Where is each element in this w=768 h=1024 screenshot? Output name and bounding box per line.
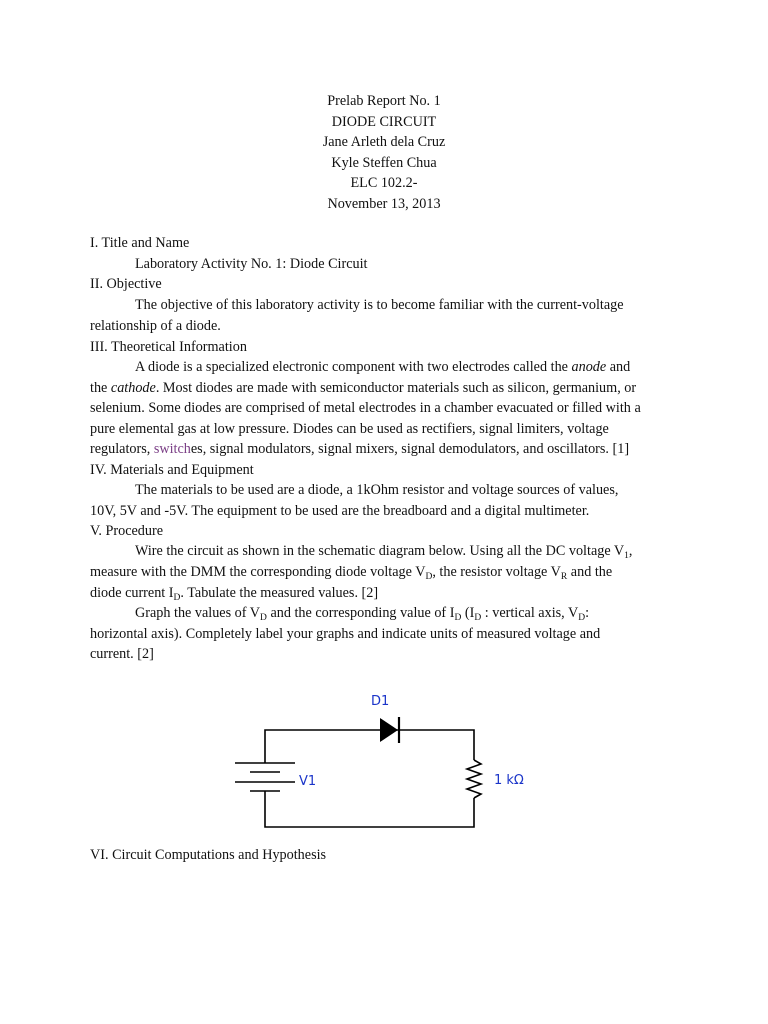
procedure-para-1-line-1: Wire the circuit as shown in the schematic diagram below. Using all the DC voltage $V_1$, [135, 543, 633, 561]
wire-bottom [265, 791, 474, 827]
section-1-heading: I. Title and Name [90, 235, 190, 251]
resistor-zigzag [467, 760, 481, 798]
author-1: Jane Arleth dela Cruz [322, 134, 446, 150]
cathode-term: cathode [110, 380, 156, 396]
section-4-line-1: The materials to be used are a diode, a 1kOhm resistor and voltage sources of values, [135, 482, 619, 498]
procedure-para-2-line-2: horizontal axis). Completely label your graphs and indicate units of measured voltage and [90, 626, 601, 642]
section-3-line-2: the cathode. Most diodes are made with semiconductor materials such as silicon, germanium, or [90, 380, 637, 396]
section-3-heading: III. Theoretical Information [90, 339, 247, 355]
diode-label: D1 [371, 694, 390, 709]
section-5-heading: V. Procedure [90, 523, 164, 539]
wire-top [265, 730, 474, 763]
report-title: DIODE CIRCUIT [331, 114, 437, 130]
section-4-heading: IV. Materials and Equipment [90, 462, 254, 478]
section-1-body: Laboratory Activity No. 1: Diode Circuit [135, 256, 368, 272]
anode-term: anode [571, 359, 607, 375]
resistor-label: 1 kΩ [494, 773, 524, 788]
report-date: November 13, 2013 [327, 196, 441, 212]
section-3-line-3: selenium. Some diodes are comprised of metal electrodes in a chamber evacuated or filled with a [90, 400, 641, 416]
diode-triangle [380, 718, 398, 742]
section-2-heading: II. Objective [90, 276, 162, 292]
switch-link[interactable]: switch [153, 441, 191, 457]
procedure-para-2-line-1: Graph the values of $V_D$ and the corresponding value of $I_D$ ($I_D$ : vertical axis, $V_D$: [135, 605, 590, 623]
section-3-line-4: pure elemental gas at low pressure. Diodes can be used as rectifiers, signal limiters, voltage [90, 421, 609, 437]
section-3-line-5: regulators, switches, signal modulators, signal mixers, signal demodulators, and oscillators. [1] [90, 441, 630, 457]
procedure-para-1-line-3: diode current $I_D$. Tabulate the measured values. [2] [90, 585, 379, 603]
section-2-line-2: relationship of a diode. [90, 318, 221, 334]
section-3-line-1: A diode is a specialized electronic component with two electrodes called the anode and [135, 359, 631, 375]
course-code: ELC 102.2- [350, 175, 418, 191]
procedure-para-1-line-2: measure with the DMM the corresponding diode voltage $V_D$, the resistor voltage $V_R$ and the [90, 564, 613, 582]
section-4-line-2: 10V, 5V and -5V. The equipment to be used are the breadboard and a digital multimeter. [90, 503, 590, 519]
section-6-heading: VI. Circuit Computations and Hypothesis [90, 847, 327, 863]
procedure-para-2-line-3: current. [2] [90, 646, 154, 662]
section-2-line-1: The objective of this laboratory activity is to become familiar with the current-voltage [135, 297, 624, 313]
author-2: Kyle Steffen Chua [331, 155, 437, 171]
report-number: Prelab Report No. 1 [327, 93, 441, 109]
source-label: V1 [299, 774, 317, 789]
